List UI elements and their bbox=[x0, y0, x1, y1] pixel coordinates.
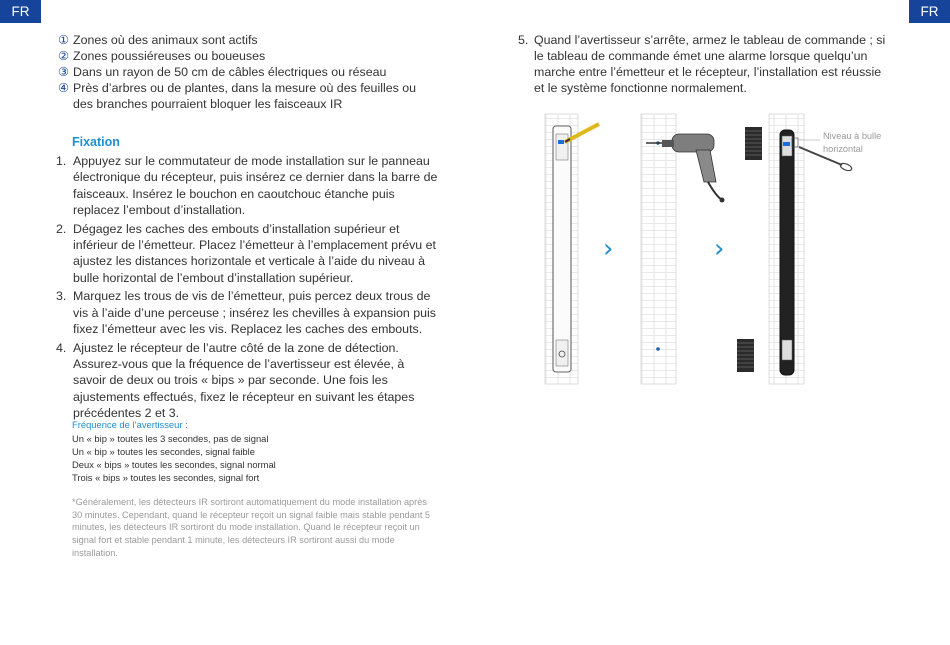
step-item bbox=[56, 340, 440, 421]
step-item bbox=[56, 153, 440, 218]
step-item bbox=[56, 221, 440, 286]
frequency-line: Trois « bips » toutes les secondes, signal fort bbox=[72, 472, 260, 483]
list-marker: ④ bbox=[58, 81, 70, 95]
step-number: 4. bbox=[56, 340, 67, 355]
list-marker: ② bbox=[58, 49, 70, 63]
step-number: 2. bbox=[56, 221, 67, 236]
list-item-text: Dans un rayon de 50 cm de câbles électriques ou réseau bbox=[73, 65, 387, 79]
list-marker: ① bbox=[58, 33, 70, 47]
list-item bbox=[58, 64, 438, 80]
list-item-text: Zones où des animaux sont actifs bbox=[73, 33, 258, 47]
list-item bbox=[58, 80, 438, 112]
step-text: Appuyez sur le commutateur de mode installation sur le panneau électronique du récepteur, puis insérez ce dernier dans la barre de faisceaux. Insérez le bouchon en caoutchouc étanche puis replacez l’embout d’installation. bbox=[73, 154, 438, 217]
frequency-line: Un « bip » toutes les secondes, signal faible bbox=[72, 446, 255, 457]
list-item bbox=[58, 32, 438, 48]
language-tab-label: FR bbox=[920, 4, 939, 19]
frequency-line: Un « bip » toutes les 3 secondes, pas de signal bbox=[72, 433, 269, 444]
panel-2-wall-drilling bbox=[641, 114, 725, 384]
step-number: 5. bbox=[518, 33, 529, 47]
step-text: Quand l’avertisseur s’arrête, armez le tableau de commande ; si le tableau de commande émet une alarme lorsque quelqu’un marche entre l’émetteur et le récepteur, l’installation est réussie et le système fonctionne normalement. bbox=[534, 33, 886, 95]
step-number: 3. bbox=[56, 289, 67, 304]
frequency-list bbox=[72, 432, 276, 484]
step-text: Marquez les trous de vis de l’émetteur, puis percez deux trous de vis à l’aide d’une perceuse ; insérez les chevilles à expansion puis fixez l’émetteur avec les vis. Replacez les caches des embouts. bbox=[73, 289, 436, 336]
language-tab-left bbox=[0, 0, 41, 23]
step-text: Dégagez les caches des embouts d’installation supérieur et inférieur de l’émetteur. Placez l’émetteur à l’emplacement prévu et ajustez les distances horizontale et verticale à l’aide du niveau à bulle horizontal de l’embout d’installation supérieur. bbox=[73, 221, 436, 285]
step-item-5 bbox=[518, 32, 890, 96]
list-item-text: Près d’arbres ou de plantes, dans la mesure où des feuilles ou des branches pourraient bloquer les faisceaux IR bbox=[73, 81, 417, 111]
step-number: 1. bbox=[56, 154, 67, 168]
footnote: *Généralement, les détecteurs IR sortiront automatiquement du mode installation après 30 minutes. Cependant, quand le récepteur reçoit un signal faible mais stable pendant 5 minutes, les détecteurs IR sortiront du mode installation. Quand le récepteur reçoit un signal fort et stable pendant 1 minute, les détecteurs IR sortiront aussi du mode installation. bbox=[72, 497, 431, 558]
end-cap-icon bbox=[745, 127, 762, 160]
fixation-steps bbox=[56, 153, 440, 424]
end-cap-icon bbox=[737, 339, 754, 372]
callout-label: Niveau à bulle horizontal bbox=[823, 131, 882, 154]
panel-1-wall-with-sensor bbox=[545, 114, 599, 384]
step-text: Ajustez le récepteur de l’autre côté de la zone de détection. Assurez-vous que la fréquence de l’avertisseur est élevée, à savoir de deux ou trois « bips » par seconde. Une fois les ajustements effectués, fixez le récepteur en suivant les étapes précédentes 2 et 3. bbox=[73, 340, 415, 420]
step-item bbox=[56, 288, 440, 337]
list-item bbox=[58, 48, 438, 64]
list-item-text: Zones poussiéreuses ou boueuses bbox=[73, 49, 266, 63]
language-tab-right bbox=[909, 0, 950, 23]
next-arrow-icon: › bbox=[603, 234, 614, 264]
installation-illustration bbox=[540, 110, 860, 386]
frequency-line: Deux « bips » toutes les secondes, signal normal bbox=[72, 459, 276, 470]
zones-list bbox=[58, 32, 438, 112]
section-heading: Fixation bbox=[72, 135, 120, 149]
list-marker: ③ bbox=[58, 65, 70, 79]
frequency-title: Fréquence de l’avertisseur : bbox=[72, 419, 188, 430]
language-tab-label: FR bbox=[11, 4, 30, 19]
next-arrow-icon: › bbox=[714, 234, 725, 264]
